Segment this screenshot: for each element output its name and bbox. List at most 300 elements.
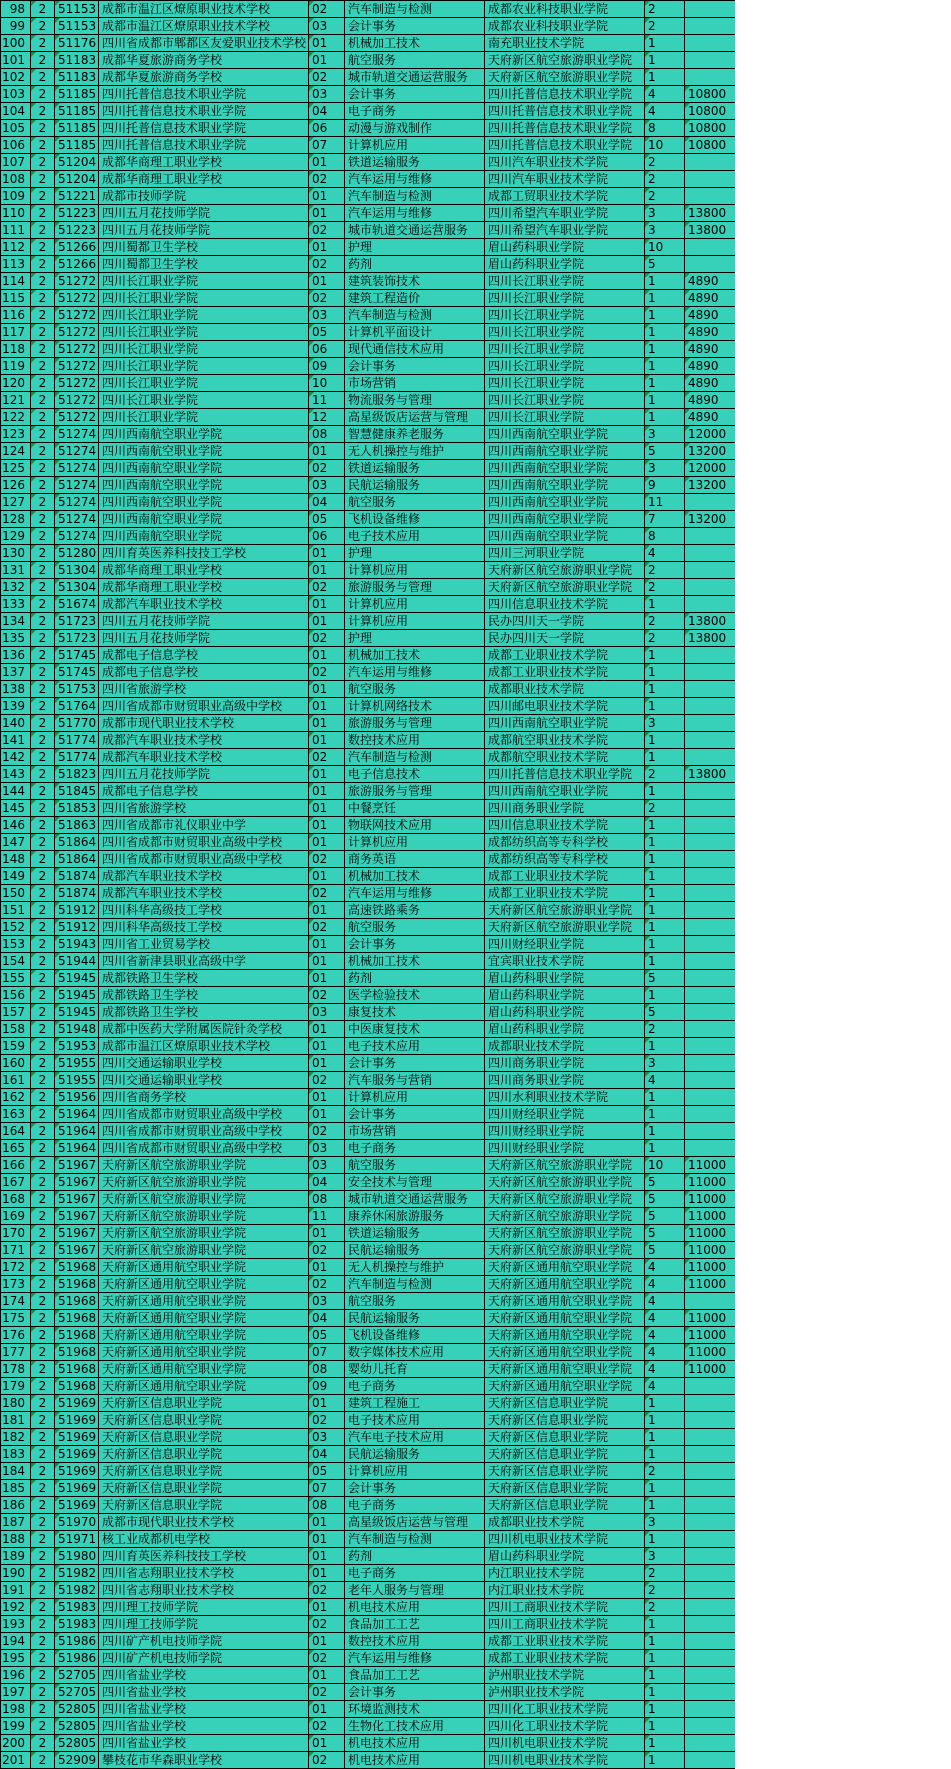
major-code-cell[interactable]: 07 — [309, 1480, 345, 1497]
school-name-cell[interactable]: 四川五月花技师学院 — [99, 766, 309, 783]
tuition-cell[interactable]: 11000 — [685, 1174, 735, 1191]
school-code-cell[interactable]: 51986 — [55, 1633, 99, 1650]
partner-college-cell[interactable]: 四川西南航空职业学院 — [485, 783, 645, 800]
row-number-cell[interactable]: 124 — [1, 443, 31, 460]
tuition-cell[interactable]: 11000 — [685, 1225, 735, 1242]
quota-cell[interactable]: 1 — [645, 1480, 685, 1497]
school-code-cell[interactable]: 51274 — [55, 460, 99, 477]
major-name-cell[interactable]: 高速铁路乘务 — [345, 902, 485, 919]
empty-cell[interactable] — [735, 1310, 951, 1327]
row-number-cell[interactable]: 152 — [1, 919, 31, 936]
partner-college-cell[interactable]: 四川汽车职业技术学院 — [485, 171, 645, 188]
major-code-cell[interactable]: 01 — [309, 1514, 345, 1531]
major-name-cell[interactable]: 计算机应用 — [345, 596, 485, 613]
partner-college-cell[interactable]: 天府新区航空旅游职业学院 — [485, 1191, 645, 1208]
school-code-cell[interactable]: 51864 — [55, 851, 99, 868]
major-code-cell[interactable]: 02 — [309, 885, 345, 902]
major-code-cell[interactable]: 05 — [309, 1463, 345, 1480]
school-name-cell[interactable]: 四川省成都市财贸职业高级中学校 — [99, 1140, 309, 1157]
quota-cell[interactable]: 2 — [645, 766, 685, 783]
school-code-cell[interactable]: 51953 — [55, 1038, 99, 1055]
major-code-cell[interactable]: 04 — [309, 1446, 345, 1463]
quota-cell[interactable]: 1 — [645, 1106, 685, 1123]
school-name-cell[interactable]: 成都汽车职业技术学校 — [99, 868, 309, 885]
school-code-cell[interactable]: 51969 — [55, 1463, 99, 1480]
partner-college-cell[interactable]: 四川西南航空职业学院 — [485, 715, 645, 732]
row-number-cell[interactable]: 187 — [1, 1514, 31, 1531]
batch-cell[interactable]: 2 — [31, 171, 55, 188]
major-code-cell[interactable]: 01 — [309, 1735, 345, 1752]
quota-cell[interactable]: 1 — [645, 375, 685, 392]
partner-college-cell[interactable]: 天府新区通用航空职业学院 — [485, 1259, 645, 1276]
partner-college-cell[interactable]: 天府新区信息职业学院 — [485, 1412, 645, 1429]
batch-cell[interactable]: 2 — [31, 35, 55, 52]
tuition-cell[interactable] — [685, 1072, 735, 1089]
partner-college-cell[interactable]: 成都职业技术学院 — [485, 1038, 645, 1055]
major-code-cell[interactable]: 01 — [309, 868, 345, 885]
row-number-cell[interactable]: 191 — [1, 1582, 31, 1599]
tuition-cell[interactable] — [685, 1446, 735, 1463]
major-name-cell[interactable]: 机械加工技术 — [345, 868, 485, 885]
partner-college-cell[interactable]: 泸州职业技术学院 — [485, 1684, 645, 1701]
quota-cell[interactable]: 10 — [645, 239, 685, 256]
major-code-cell[interactable]: 01 — [309, 800, 345, 817]
batch-cell[interactable]: 2 — [31, 1480, 55, 1497]
major-name-cell[interactable]: 动漫与游戏制作 — [345, 120, 485, 137]
empty-cell[interactable] — [735, 1089, 951, 1106]
school-name-cell[interactable]: 天府新区航空旅游职业学院 — [99, 1242, 309, 1259]
major-name-cell[interactable]: 数控技术应用 — [345, 1633, 485, 1650]
school-code-cell[interactable]: 51967 — [55, 1191, 99, 1208]
quota-cell[interactable]: 1 — [645, 1650, 685, 1667]
school-name-cell[interactable]: 四川蜀都卫生学校 — [99, 239, 309, 256]
partner-college-cell[interactable]: 成都农业科技职业学院 — [485, 1, 645, 18]
row-number-cell[interactable]: 107 — [1, 154, 31, 171]
batch-cell[interactable]: 2 — [31, 596, 55, 613]
quota-cell[interactable]: 1 — [645, 341, 685, 358]
empty-cell[interactable] — [735, 579, 951, 596]
empty-cell[interactable] — [735, 834, 951, 851]
partner-college-cell[interactable]: 成都航空职业技术学院 — [485, 749, 645, 766]
partner-college-cell[interactable]: 四川化工职业技术学院 — [485, 1701, 645, 1718]
school-name-cell[interactable]: 四川省志翔职业技术学校 — [99, 1565, 309, 1582]
school-code-cell[interactable]: 51176 — [55, 35, 99, 52]
tuition-cell[interactable] — [685, 239, 735, 256]
quota-cell[interactable]: 4 — [645, 1259, 685, 1276]
row-number-cell[interactable]: 199 — [1, 1718, 31, 1735]
major-name-cell[interactable]: 计算机应用 — [345, 137, 485, 154]
tuition-cell[interactable]: 4890 — [685, 375, 735, 392]
quota-cell[interactable]: 1 — [645, 664, 685, 681]
tuition-cell[interactable]: 10800 — [685, 86, 735, 103]
school-code-cell[interactable]: 51986 — [55, 1650, 99, 1667]
batch-cell[interactable]: 2 — [31, 1616, 55, 1633]
major-code-cell[interactable]: 02 — [309, 1582, 345, 1599]
major-code-cell[interactable]: 02 — [309, 630, 345, 647]
quota-cell[interactable]: 1 — [645, 987, 685, 1004]
school-code-cell[interactable]: 51968 — [55, 1361, 99, 1378]
major-code-cell[interactable]: 02 — [309, 1242, 345, 1259]
empty-cell[interactable] — [735, 1752, 951, 1769]
batch-cell[interactable]: 2 — [31, 834, 55, 851]
quota-cell[interactable]: 2 — [645, 18, 685, 35]
batch-cell[interactable]: 2 — [31, 290, 55, 307]
school-code-cell[interactable]: 51185 — [55, 137, 99, 154]
quota-cell[interactable]: 1 — [645, 936, 685, 953]
major-code-cell[interactable]: 01 — [309, 953, 345, 970]
major-name-cell[interactable]: 高星级饭店运营与管理 — [345, 1514, 485, 1531]
empty-cell[interactable] — [735, 307, 951, 324]
tuition-cell[interactable]: 4890 — [685, 409, 735, 426]
school-code-cell[interactable]: 51969 — [55, 1395, 99, 1412]
quota-cell[interactable]: 1 — [645, 324, 685, 341]
major-name-cell[interactable]: 城市轨道交通运营服务 — [345, 222, 485, 239]
partner-college-cell[interactable]: 成都工业职业技术学院 — [485, 1633, 645, 1650]
batch-cell[interactable]: 2 — [31, 1293, 55, 1310]
tuition-cell[interactable] — [685, 1106, 735, 1123]
school-name-cell[interactable]: 天府新区信息职业学院 — [99, 1412, 309, 1429]
quota-cell[interactable]: 1 — [645, 307, 685, 324]
major-code-cell[interactable]: 11 — [309, 1208, 345, 1225]
school-code-cell[interactable]: 51774 — [55, 749, 99, 766]
quota-cell[interactable]: 2 — [645, 1565, 685, 1582]
partner-college-cell[interactable]: 四川西南航空职业学院 — [485, 443, 645, 460]
empty-cell[interactable] — [735, 392, 951, 409]
row-number-cell[interactable]: 180 — [1, 1395, 31, 1412]
quota-cell[interactable]: 1 — [645, 783, 685, 800]
row-number-cell[interactable]: 138 — [1, 681, 31, 698]
major-name-cell[interactable]: 环境监测技术 — [345, 1701, 485, 1718]
batch-cell[interactable]: 2 — [31, 222, 55, 239]
school-name-cell[interactable]: 四川省工业贸易学校 — [99, 936, 309, 953]
school-code-cell[interactable]: 51968 — [55, 1378, 99, 1395]
major-name-cell[interactable]: 汽车运用与维修 — [345, 171, 485, 188]
school-name-cell[interactable]: 四川理工技师学院 — [99, 1616, 309, 1633]
school-name-cell[interactable]: 成都华夏旅游商务学校 — [99, 69, 309, 86]
batch-cell[interactable]: 2 — [31, 1327, 55, 1344]
major-name-cell[interactable]: 机电技术应用 — [345, 1599, 485, 1616]
major-name-cell[interactable]: 康养休闲旅游服务 — [345, 1208, 485, 1225]
tuition-cell[interactable] — [685, 1548, 735, 1565]
school-code-cell[interactable]: 51968 — [55, 1327, 99, 1344]
tuition-cell[interactable]: 11000 — [685, 1208, 735, 1225]
major-code-cell[interactable]: 02 — [309, 1650, 345, 1667]
tuition-cell[interactable] — [685, 664, 735, 681]
major-name-cell[interactable]: 汽车制造与检测 — [345, 1, 485, 18]
tuition-cell[interactable] — [685, 868, 735, 885]
school-name-cell[interactable]: 天府新区通用航空职业学院 — [99, 1361, 309, 1378]
empty-cell[interactable] — [735, 868, 951, 885]
row-number-cell[interactable]: 198 — [1, 1701, 31, 1718]
major-code-cell[interactable]: 08 — [309, 1191, 345, 1208]
school-name-cell[interactable]: 成都市温江区燎原职业技术学校 — [99, 1038, 309, 1055]
school-code-cell[interactable]: 51272 — [55, 375, 99, 392]
row-number-cell[interactable]: 186 — [1, 1497, 31, 1514]
partner-college-cell[interactable]: 四川长江职业学院 — [485, 307, 645, 324]
partner-college-cell[interactable]: 四川长江职业学院 — [485, 358, 645, 375]
row-number-cell[interactable]: 190 — [1, 1565, 31, 1582]
batch-cell[interactable]: 2 — [31, 1735, 55, 1752]
school-name-cell[interactable]: 四川长江职业学院 — [99, 358, 309, 375]
row-number-cell[interactable]: 179 — [1, 1378, 31, 1395]
row-number-cell[interactable]: 119 — [1, 358, 31, 375]
empty-cell[interactable] — [735, 664, 951, 681]
school-code-cell[interactable]: 51967 — [55, 1174, 99, 1191]
quota-cell[interactable]: 5 — [645, 443, 685, 460]
empty-cell[interactable] — [735, 681, 951, 698]
row-number-cell[interactable]: 196 — [1, 1667, 31, 1684]
tuition-cell[interactable]: 4890 — [685, 290, 735, 307]
major-code-cell[interactable]: 02 — [309, 1718, 345, 1735]
school-code-cell[interactable]: 51153 — [55, 18, 99, 35]
tuition-cell[interactable]: 4890 — [685, 358, 735, 375]
tuition-cell[interactable]: 13200 — [685, 511, 735, 528]
quota-cell[interactable]: 1 — [645, 1412, 685, 1429]
quota-cell[interactable]: 1 — [645, 1701, 685, 1718]
quota-cell[interactable]: 3 — [645, 1514, 685, 1531]
row-number-cell[interactable]: 118 — [1, 341, 31, 358]
empty-cell[interactable] — [735, 1361, 951, 1378]
school-name-cell[interactable]: 四川长江职业学院 — [99, 290, 309, 307]
school-name-cell[interactable]: 四川长江职业学院 — [99, 273, 309, 290]
batch-cell[interactable]: 2 — [31, 953, 55, 970]
quota-cell[interactable]: 3 — [645, 426, 685, 443]
row-number-cell[interactable]: 115 — [1, 290, 31, 307]
school-code-cell[interactable]: 51956 — [55, 1089, 99, 1106]
tuition-cell[interactable] — [685, 902, 735, 919]
partner-college-cell[interactable]: 四川汽车职业技术学院 — [485, 154, 645, 171]
major-code-cell[interactable]: 01 — [309, 647, 345, 664]
major-name-cell[interactable]: 建筑工程造价 — [345, 290, 485, 307]
partner-college-cell[interactable]: 天府新区通用航空职业学院 — [485, 1327, 645, 1344]
major-code-cell[interactable]: 01 — [309, 562, 345, 579]
partner-college-cell[interactable]: 四川财经职业学院 — [485, 936, 645, 953]
major-code-cell[interactable]: 01 — [309, 613, 345, 630]
quota-cell[interactable]: 1 — [645, 851, 685, 868]
school-name-cell[interactable]: 天府新区信息职业学院 — [99, 1429, 309, 1446]
major-name-cell[interactable]: 无人机操控与维护 — [345, 443, 485, 460]
school-name-cell[interactable]: 四川蜀都卫生学校 — [99, 256, 309, 273]
major-name-cell[interactable]: 汽车服务与营销 — [345, 1072, 485, 1089]
school-name-cell[interactable]: 天府新区通用航空职业学院 — [99, 1310, 309, 1327]
empty-cell[interactable] — [735, 35, 951, 52]
batch-cell[interactable]: 2 — [31, 800, 55, 817]
tuition-cell[interactable] — [685, 1395, 735, 1412]
row-number-cell[interactable]: 165 — [1, 1140, 31, 1157]
empty-cell[interactable] — [735, 562, 951, 579]
row-number-cell[interactable]: 178 — [1, 1361, 31, 1378]
tuition-cell[interactable]: 4890 — [685, 307, 735, 324]
quota-cell[interactable]: 1 — [645, 868, 685, 885]
school-name-cell[interactable]: 成都市温江区燎原职业技术学校 — [99, 18, 309, 35]
major-name-cell[interactable]: 食品加工工艺 — [345, 1667, 485, 1684]
school-code-cell[interactable]: 51223 — [55, 222, 99, 239]
row-number-cell[interactable]: 98 — [1, 1, 31, 18]
batch-cell[interactable]: 2 — [31, 1684, 55, 1701]
partner-college-cell[interactable]: 四川长江职业学院 — [485, 409, 645, 426]
tuition-cell[interactable] — [685, 885, 735, 902]
school-code-cell[interactable]: 51912 — [55, 919, 99, 936]
major-name-cell[interactable]: 机械加工技术 — [345, 35, 485, 52]
batch-cell[interactable]: 2 — [31, 1361, 55, 1378]
major-name-cell[interactable]: 生物化工技术应用 — [345, 1718, 485, 1735]
major-code-cell[interactable]: 02 — [309, 171, 345, 188]
row-number-cell[interactable]: 139 — [1, 698, 31, 715]
tuition-cell[interactable] — [685, 528, 735, 545]
school-name-cell[interactable]: 四川省成都市财贸职业高级中学校 — [99, 1123, 309, 1140]
quota-cell[interactable]: 2 — [645, 171, 685, 188]
school-name-cell[interactable]: 四川长江职业学院 — [99, 307, 309, 324]
row-number-cell[interactable]: 122 — [1, 409, 31, 426]
major-code-cell[interactable]: 01 — [309, 1667, 345, 1684]
major-code-cell[interactable]: 01 — [309, 1055, 345, 1072]
batch-cell[interactable]: 2 — [31, 613, 55, 630]
school-name-cell[interactable]: 四川省志翔职业技术学校 — [99, 1582, 309, 1599]
row-number-cell[interactable]: 171 — [1, 1242, 31, 1259]
partner-college-cell[interactable]: 四川托普信息技术职业学院 — [485, 137, 645, 154]
tuition-cell[interactable] — [685, 834, 735, 851]
partner-college-cell[interactable]: 天府新区通用航空职业学院 — [485, 1293, 645, 1310]
row-number-cell[interactable]: 167 — [1, 1174, 31, 1191]
school-code-cell[interactable]: 51874 — [55, 885, 99, 902]
major-name-cell[interactable]: 航空服务 — [345, 1293, 485, 1310]
school-name-cell[interactable]: 四川西南航空职业学院 — [99, 511, 309, 528]
row-number-cell[interactable]: 113 — [1, 256, 31, 273]
major-code-cell[interactable]: 01 — [309, 1599, 345, 1616]
major-name-cell[interactable]: 汽车电子技术应用 — [345, 1429, 485, 1446]
empty-cell[interactable] — [735, 885, 951, 902]
tuition-cell[interactable] — [685, 1140, 735, 1157]
tuition-cell[interactable] — [685, 1480, 735, 1497]
row-number-cell[interactable]: 117 — [1, 324, 31, 341]
row-number-cell[interactable]: 99 — [1, 18, 31, 35]
partner-college-cell[interactable]: 天府新区航空旅游职业学院 — [485, 1225, 645, 1242]
school-code-cell[interactable]: 51274 — [55, 528, 99, 545]
batch-cell[interactable]: 2 — [31, 273, 55, 290]
batch-cell[interactable]: 2 — [31, 1310, 55, 1327]
major-code-cell[interactable]: 01 — [309, 1395, 345, 1412]
empty-cell[interactable] — [735, 511, 951, 528]
school-name-cell[interactable]: 天府新区信息职业学院 — [99, 1446, 309, 1463]
tuition-cell[interactable] — [685, 953, 735, 970]
tuition-cell[interactable] — [685, 919, 735, 936]
tuition-cell[interactable] — [685, 749, 735, 766]
empty-cell[interactable] — [735, 1, 951, 18]
school-name-cell[interactable]: 核工业成都机电学校 — [99, 1531, 309, 1548]
quota-cell[interactable]: 8 — [645, 528, 685, 545]
quota-cell[interactable]: 3 — [645, 460, 685, 477]
row-number-cell[interactable]: 182 — [1, 1429, 31, 1446]
partner-college-cell[interactable]: 四川商务职业学院 — [485, 1072, 645, 1089]
empty-cell[interactable] — [735, 426, 951, 443]
major-code-cell[interactable]: 06 — [309, 528, 345, 545]
partner-college-cell[interactable]: 天府新区信息职业学院 — [485, 1429, 645, 1446]
school-code-cell[interactable]: 51969 — [55, 1412, 99, 1429]
major-code-cell[interactable]: 02 — [309, 1684, 345, 1701]
row-number-cell[interactable]: 169 — [1, 1208, 31, 1225]
major-name-cell[interactable]: 汽车运用与维修 — [345, 885, 485, 902]
school-code-cell[interactable]: 51943 — [55, 936, 99, 953]
major-name-cell[interactable]: 计算机网络技术 — [345, 698, 485, 715]
school-code-cell[interactable]: 51274 — [55, 426, 99, 443]
empty-cell[interactable] — [735, 851, 951, 868]
school-name-cell[interactable]: 成都华夏旅游商务学校 — [99, 52, 309, 69]
batch-cell[interactable]: 2 — [31, 1497, 55, 1514]
partner-college-cell[interactable]: 四川西南航空职业学院 — [485, 460, 645, 477]
quota-cell[interactable]: 4 — [645, 103, 685, 120]
quota-cell[interactable]: 2 — [645, 1021, 685, 1038]
school-name-cell[interactable]: 四川西南航空职业学院 — [99, 477, 309, 494]
tuition-cell[interactable] — [685, 817, 735, 834]
batch-cell[interactable]: 2 — [31, 664, 55, 681]
major-name-cell[interactable]: 药剂 — [345, 970, 485, 987]
major-name-cell[interactable]: 护理 — [345, 239, 485, 256]
school-code-cell[interactable]: 51983 — [55, 1616, 99, 1633]
row-number-cell[interactable]: 103 — [1, 86, 31, 103]
batch-cell[interactable]: 2 — [31, 1463, 55, 1480]
batch-cell[interactable]: 2 — [31, 936, 55, 953]
school-code-cell[interactable]: 51967 — [55, 1242, 99, 1259]
empty-cell[interactable] — [735, 341, 951, 358]
tuition-cell[interactable] — [685, 1412, 735, 1429]
major-name-cell[interactable]: 航空服务 — [345, 52, 485, 69]
major-name-cell[interactable]: 会计事务 — [345, 1055, 485, 1072]
school-name-cell[interactable]: 四川西南航空职业学院 — [99, 494, 309, 511]
empty-cell[interactable] — [735, 18, 951, 35]
major-name-cell[interactable]: 高星级饭店运营与管理 — [345, 409, 485, 426]
batch-cell[interactable]: 2 — [31, 970, 55, 987]
empty-cell[interactable] — [735, 919, 951, 936]
empty-cell[interactable] — [735, 749, 951, 766]
quota-cell[interactable]: 1 — [645, 732, 685, 749]
major-name-cell[interactable]: 电子信息技术 — [345, 766, 485, 783]
partner-college-cell[interactable]: 民办四川天一学院 — [485, 630, 645, 647]
quota-cell[interactable]: 1 — [645, 273, 685, 290]
batch-cell[interactable]: 2 — [31, 494, 55, 511]
major-name-cell[interactable]: 汽车制造与检测 — [345, 307, 485, 324]
quota-cell[interactable]: 1 — [645, 681, 685, 698]
quota-cell[interactable]: 1 — [645, 902, 685, 919]
partner-college-cell[interactable]: 四川希望汽车职业学院 — [485, 205, 645, 222]
partner-college-cell[interactable]: 四川希望汽车职业学院 — [485, 222, 645, 239]
major-name-cell[interactable]: 汽车制造与检测 — [345, 1276, 485, 1293]
school-code-cell[interactable]: 51304 — [55, 562, 99, 579]
major-code-cell[interactable]: 04 — [309, 1174, 345, 1191]
school-name-cell[interactable]: 四川省旅游学校 — [99, 681, 309, 698]
school-code-cell[interactable]: 51968 — [55, 1344, 99, 1361]
tuition-cell[interactable]: 11000 — [685, 1242, 735, 1259]
row-number-cell[interactable]: 173 — [1, 1276, 31, 1293]
tuition-cell[interactable] — [685, 562, 735, 579]
batch-cell[interactable]: 2 — [31, 239, 55, 256]
tuition-cell[interactable] — [685, 698, 735, 715]
major-code-cell[interactable]: 01 — [309, 35, 345, 52]
empty-cell[interactable] — [735, 1650, 951, 1667]
empty-cell[interactable] — [735, 154, 951, 171]
school-code-cell[interactable]: 51272 — [55, 307, 99, 324]
quota-cell[interactable]: 1 — [645, 1497, 685, 1514]
batch-cell[interactable]: 2 — [31, 1106, 55, 1123]
partner-college-cell[interactable]: 四川工商职业技术学院 — [485, 1616, 645, 1633]
school-name-cell[interactable]: 成都汽车职业技术学校 — [99, 596, 309, 613]
tuition-cell[interactable] — [685, 69, 735, 86]
school-code-cell[interactable]: 51204 — [55, 171, 99, 188]
quota-cell[interactable]: 9 — [645, 477, 685, 494]
school-code-cell[interactable]: 51764 — [55, 698, 99, 715]
major-name-cell[interactable]: 汽车制造与检测 — [345, 1531, 485, 1548]
school-name-cell[interactable]: 成都电子信息学校 — [99, 647, 309, 664]
row-number-cell[interactable]: 185 — [1, 1480, 31, 1497]
